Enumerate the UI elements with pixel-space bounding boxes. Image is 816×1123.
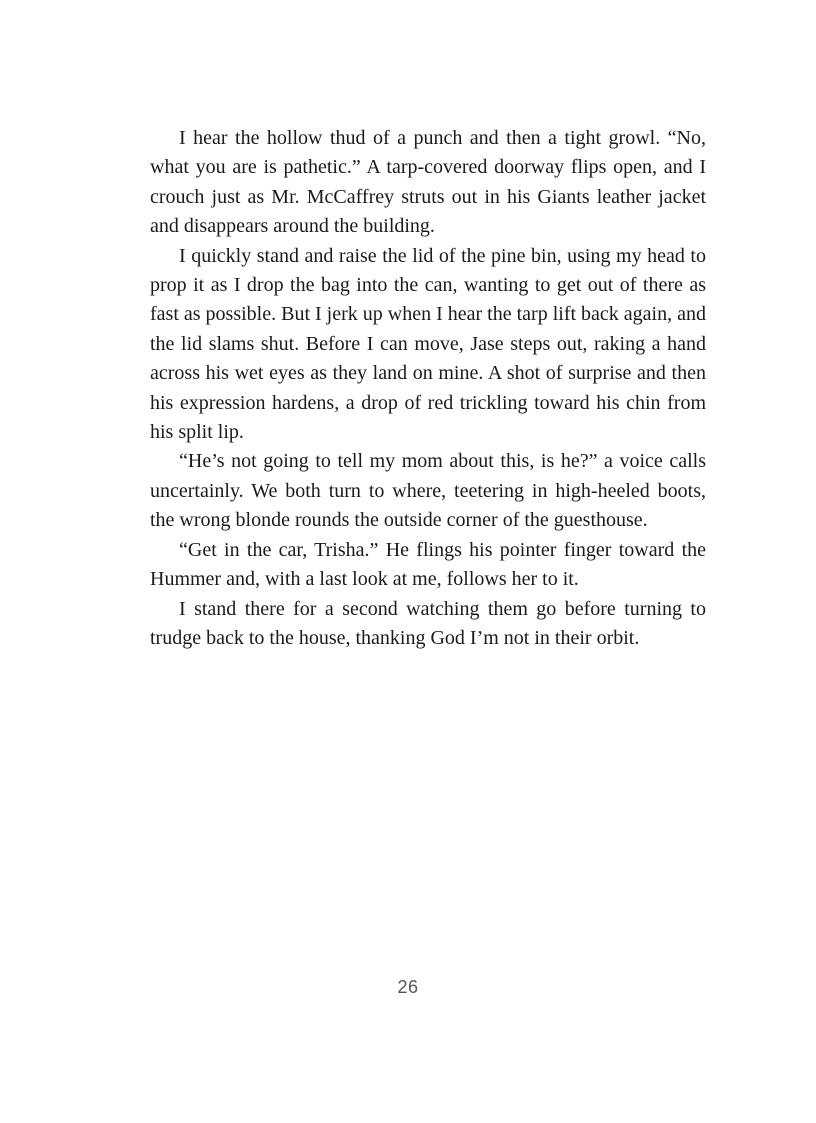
body-text [150,124,706,653]
paragraph-4: “Get in the car, Trisha.” He flings his pointer finger toward the Hummer and, with a last look at me, follows her to it. [150,538,706,591]
paragraph-5: I stand there for a second watching them go before turning to trudge back to the house, thanking God I’m not in their orbit. [150,597,706,649]
paragraph-1: I hear the hollow thud of a punch and then a tight growl. “No, what you are is pathetic.” A tarp-covered doorway flips open, and I crouch just as Mr. McCaffrey struts out in his Giants leather jacket and disappears around the building. [150,127,706,238]
page-number: 26 [397,977,419,997]
paragraph-3: “He’s not going to tell my mom about this, is he?” a voice calls uncertainly. We both turn to where, teetering in high-heeled boots, the wrong blonde rounds the outside corner of the guesthouse. [150,450,706,532]
paragraph-2: I quickly stand and raise the lid of the pine bin, using my head to prop it as I drop the bag into the can, wanting to get out of there as fast as possible. But I jerk up when I hear the tarp lift back again, and the lid slams shut. Before I can move, Jase steps out, raking a hand across his wet eyes as they land on mine. A shot of surprise and then his expression hardens, a drop of red trickling toward his chin from his split lip. [150,244,706,444]
